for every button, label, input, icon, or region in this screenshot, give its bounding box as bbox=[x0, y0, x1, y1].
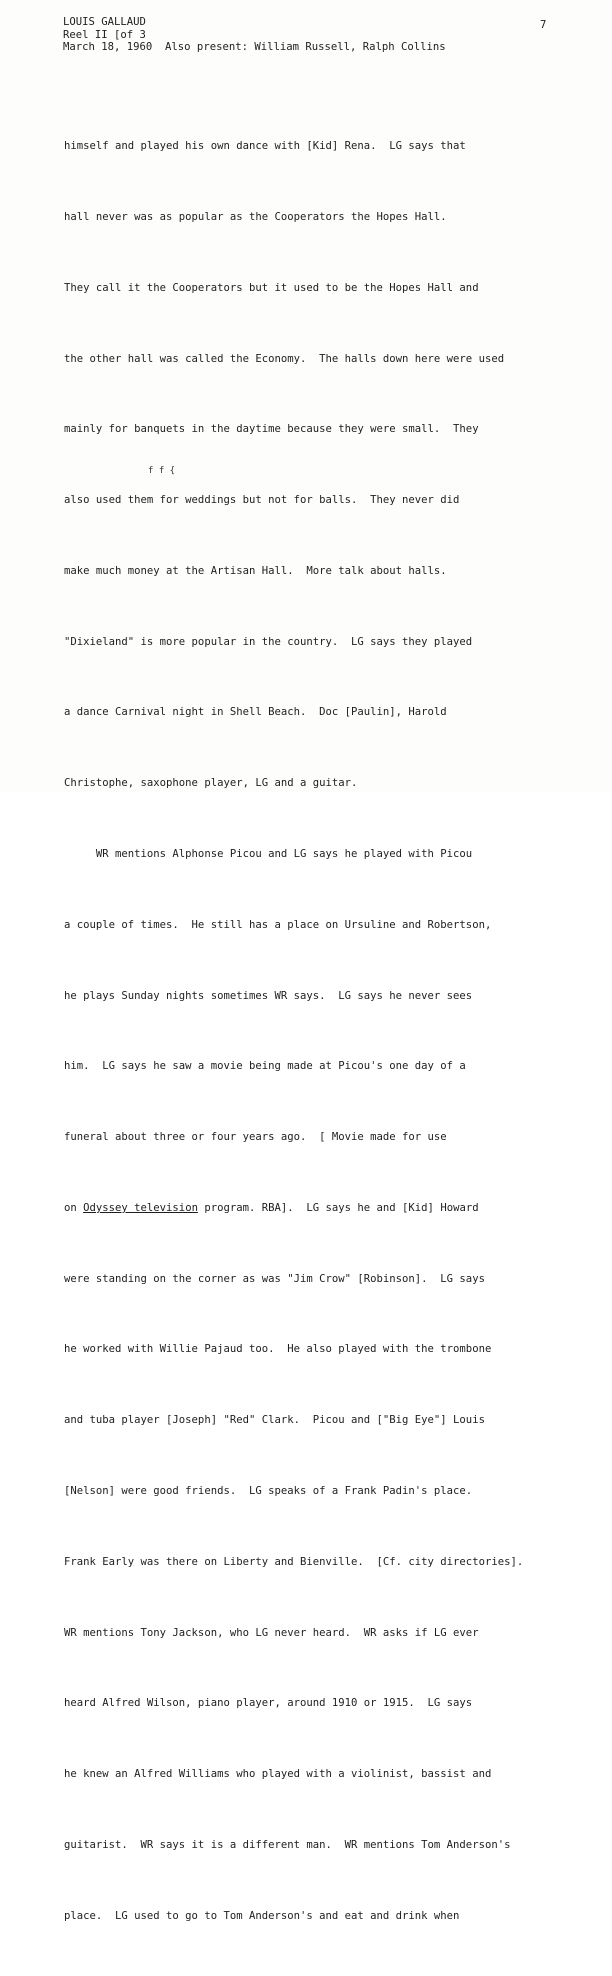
text-line: Christophe, saxophone player, LG and a guitar. bbox=[64, 777, 358, 790]
text-line: also used them for weddings but not for balls. They never did bbox=[64, 494, 460, 507]
text-line: and tuba player [Joseph] "Red" Clark. Picou and ["Big Eye"] Louis bbox=[64, 1414, 485, 1427]
text-line: the other hall was called the Economy. The halls down here were used bbox=[64, 352, 505, 365]
text-line: he knew an Alfred Williams who played with a violinist, bassist and bbox=[64, 1768, 492, 1781]
program-title: Odyssey television bbox=[83, 1201, 198, 1214]
text-line: heard Alfred Wilson, piano player, around 1910 or 1915. LG says bbox=[64, 1697, 473, 1710]
line-prefix: on bbox=[64, 1201, 84, 1214]
reel-label: Reel II [of 3 bbox=[63, 28, 146, 41]
text-line: place. LG used to go to Tom Anderson's and eat and drink when bbox=[64, 1909, 460, 1922]
text-line-odyssey bbox=[64, 1197, 604, 1221]
text-line: WR mentions Alphonse Picou and LG says he played with Picou bbox=[64, 848, 473, 860]
text-line: a dance Carnival night in Shell Beach. Doc [Paulin], Harold bbox=[64, 706, 447, 719]
text-line: "Dixieland" is more popular in the country. LG says they played bbox=[64, 635, 473, 648]
text-line: hall never was as popular as the Cooperators the Hopes Hall. bbox=[64, 210, 447, 223]
text-line: make much money at the Artisan Hall. More talk about halls. bbox=[64, 564, 447, 577]
text-line: WR mentions Tony Jackson, who LG never heard. WR asks if LG ever bbox=[64, 1626, 479, 1639]
text-line: guitarist. WR says it is a different man. WR mentions Tom Anderson's bbox=[64, 1838, 511, 1851]
text-line: [Nelson] were good friends. LG speaks of a Frank Padin's place. bbox=[64, 1485, 473, 1498]
text-line: mainly for banquets in the daytime because they were small. They bbox=[64, 423, 479, 436]
date-line: March 18, 1960 Also present: William Russell, Ralph Collins bbox=[63, 41, 446, 53]
page-header bbox=[63, 16, 446, 54]
text-line: him. LG says he saw a movie being made at Picou's one day of a bbox=[64, 1060, 466, 1073]
text-line: he plays Sunday nights sometimes WR says. LG says he never sees bbox=[64, 989, 473, 1002]
text-line: he worked with Willie Pajaud too. He also played with the trombone bbox=[64, 1343, 492, 1356]
text-line: Frank Early was there on Liberty and Bienville. [Cf. city directories]. bbox=[64, 1555, 524, 1568]
transcript-body bbox=[64, 88, 604, 1976]
page-number: 7 bbox=[540, 19, 547, 31]
text-line: a couple of times. He still has a place on Ursuline and Robertson, bbox=[64, 918, 492, 931]
text-line: himself and played his own dance with [Kid] Rena. LG says that bbox=[64, 140, 466, 153]
interviewee-name: LOUIS GALLAUD bbox=[63, 16, 146, 28]
text-line: They call it the Cooperators but it used to be the Hopes Hall and bbox=[64, 281, 479, 294]
line-suffix: program. RBA]. LG says he and [Kid] Howard bbox=[197, 1201, 479, 1214]
text-line: were standing on the corner as was "Jim Crow" [Robinson]. LG says bbox=[64, 1272, 485, 1285]
text-line: funeral about three or four years ago. [ Movie made for use bbox=[64, 1131, 447, 1144]
handwritten-mark: f f { bbox=[148, 466, 176, 476]
